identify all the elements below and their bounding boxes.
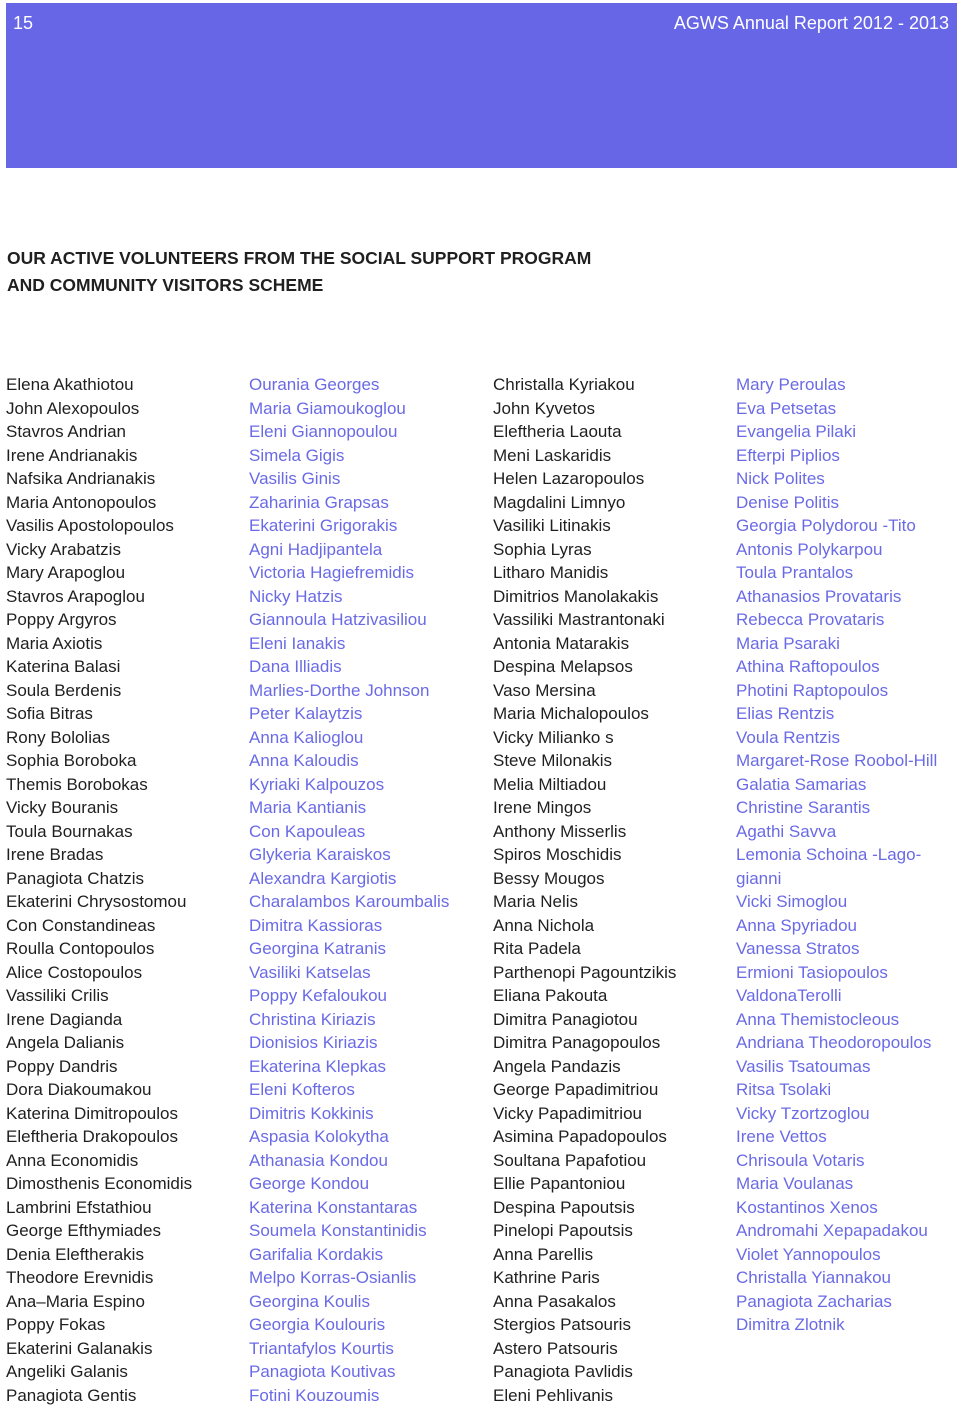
volunteer-name: Dimitra Panagiotou — [493, 1009, 638, 1029]
volunteer-name: Poppy Kefaloukou — [249, 986, 387, 1005]
section-heading — [7, 245, 807, 299]
volunteer-name: Mary Arapoglou — [6, 563, 126, 582]
volunteer-name: Ermioni Tasiopoulos — [736, 962, 888, 982]
volunteer-name: Galatia Samarias — [736, 774, 867, 794]
volunteer-name: Eleni Pehlivanis — [493, 1385, 614, 1405]
volunteer-name: Peter Kalaytzis — [249, 704, 363, 723]
volunteer-name: Eva Petsetas — [736, 398, 837, 418]
volunteer-name: Dora Diakoumakou — [6, 1080, 152, 1099]
volunteer-name: Lambrini Efstathiou — [6, 1197, 152, 1217]
volunteer-name: Toula Prantalos — [736, 563, 854, 582]
volunteer-name: Vicky Milianko s — [493, 727, 614, 747]
volunteer-name: Ekaterini Grigorakis — [249, 516, 398, 535]
volunteer-name: Athina Raftopoulos — [736, 657, 880, 676]
volunteer-name: Anna Pasakalos — [493, 1291, 616, 1311]
volunteer-name: Nafsika Andrianakis — [6, 469, 156, 488]
volunteer-name: Anna Spyriadou — [736, 915, 857, 935]
volunteer-name: George Papadimitriou — [493, 1080, 659, 1099]
volunteer-name: Rony Bololias — [6, 727, 110, 747]
volunteer-name: Con Kapouleas — [249, 821, 366, 841]
volunteer-name: Denise Politis — [736, 492, 839, 512]
page-number: 15 — [13, 13, 34, 33]
volunteer-name: Despina Papoutsis — [493, 1197, 635, 1217]
volunteer-name: Soula Berdenis — [6, 680, 122, 700]
volunteer-name: Dimitra Kassioras — [249, 915, 383, 935]
volunteer-name: Maria Kantianis — [249, 798, 367, 817]
volunteer-name: Sophia Lyras — [493, 539, 592, 559]
volunteer-name: Denia Eleftherakis — [6, 1244, 144, 1264]
volunteer-name: Melia Miltiadou — [493, 774, 607, 794]
volunteer-name: Maria Axiotis — [6, 633, 103, 653]
volunteer-name: Ekaterina Klepkas — [249, 1056, 387, 1076]
volunteer-name: Eleni Giannopoulou — [249, 422, 398, 441]
volunteer-name: Katerina Konstantaras — [249, 1197, 418, 1217]
volunteer-name: Irene Bradas — [6, 845, 104, 864]
volunteer-name: Kathrine Paris — [493, 1268, 600, 1287]
volunteer-name: Soumela Konstantinidis — [249, 1221, 427, 1240]
volunteer-name: Antonia Matarakis — [493, 633, 630, 653]
volunteer-name: Photini Raptopoulos — [736, 680, 889, 700]
volunteer-name: Christalla Yiannakou — [736, 1268, 891, 1287]
volunteer-name: Georgina Katranis — [249, 939, 387, 958]
volunteer-name: Athanasios Provataris — [736, 586, 902, 606]
volunteer-name: Rita Padela — [493, 939, 581, 958]
volunteer-column-4 — [736, 373, 937, 1337]
volunteer-name: Voula Rentzis — [736, 727, 840, 747]
volunteer-name: Glykeria Karaiskos — [249, 845, 391, 864]
volunteer-name: Anna Kaloudis — [249, 751, 359, 770]
volunteer-name: Irene Mingos — [493, 798, 592, 817]
volunteer-name: Dionisios Kiriazis — [249, 1033, 378, 1052]
volunteer-name: Vicky Arabatzis — [6, 539, 121, 559]
volunteer-name: Anna Parellis — [493, 1244, 594, 1264]
volunteer-name: Panagiota Pavlidis — [493, 1362, 633, 1381]
volunteer-name: Panagiota Koutivas — [249, 1362, 396, 1381]
volunteer-name: Chrisoula Votaris — [736, 1150, 865, 1170]
volunteer-name: Eleftheria Drakopoulos — [6, 1127, 178, 1146]
volunteer-name: Georgia Koulouris — [249, 1315, 386, 1334]
volunteer-name: Giannoula Hatzivasiliou — [249, 610, 427, 629]
volunteer-name: Vasilis Ginis — [249, 469, 341, 488]
volunteer-name: Triantafylos Kourtis — [249, 1338, 394, 1358]
volunteer-name: Con Constandineas — [6, 915, 156, 935]
volunteer-name: Ourania Georges — [249, 375, 380, 394]
volunteer-name: Mary Peroulas — [736, 375, 846, 394]
volunteer-name: Angela Pandazis — [493, 1056, 621, 1076]
volunteer-name: Ellie Papantoniou — [493, 1174, 626, 1193]
volunteer-name: Margaret-Rose Roobol-Hill — [736, 751, 938, 770]
volunteer-name: Vanessa Stratos — [736, 939, 860, 958]
volunteer-name: Aspasia Kolokytha — [249, 1127, 389, 1146]
volunteer-name: Dimitrios Manolakakis — [493, 586, 659, 606]
volunteer-name: Elena Akathiotou — [6, 375, 134, 394]
volunteer-name: Eleftheria Laouta — [493, 422, 622, 441]
volunteer-name: Poppy Fokas — [6, 1315, 106, 1334]
volunteer-name: Ekaterini Galanakis — [6, 1338, 153, 1358]
volunteer-name: Angeliki Galanis — [6, 1362, 128, 1381]
volunteer-name: Pinelopi Papoutsis — [493, 1221, 633, 1240]
volunteer-name: Vicki Simoglou — [736, 892, 848, 911]
volunteer-name: Elias Rentzis — [736, 704, 835, 723]
volunteer-name: ValdonaTerolli — [736, 986, 842, 1005]
volunteer-name: Maria Antonopoulos — [6, 492, 157, 512]
volunteer-name: Bessy Mougos — [493, 868, 605, 888]
volunteer-name: Athanasia Kondou — [249, 1150, 388, 1170]
volunteer-name: Vicky Tzortzoglou — [736, 1103, 870, 1123]
volunteer-name: Anna Kalioglou — [249, 727, 364, 747]
volunteer-name: Eliana Pakouta — [493, 986, 608, 1005]
volunteer-name: Kyriaki Kalpouzos — [249, 774, 385, 794]
volunteer-name: Irene Dagianda — [6, 1009, 123, 1029]
volunteer-name: Nick Polites — [736, 469, 825, 488]
volunteer-name: Irene Vettos — [736, 1127, 827, 1146]
volunteer-name: Andromahi Xepapadakou — [736, 1221, 928, 1240]
volunteer-name: Dimitris Kokkinis — [249, 1103, 374, 1123]
volunteer-name: George Kondou — [249, 1174, 370, 1193]
volunteer-name: Litharo Manidis — [493, 563, 609, 582]
volunteer-name: Vasiliki Katselas — [249, 962, 371, 982]
volunteer-name: Agni Hadjipantela — [249, 539, 383, 559]
volunteer-name: Vassiliki Mastrantonaki — [493, 610, 665, 629]
volunteer-name: John Kyvetos — [493, 398, 596, 418]
volunteer-name: Ana–Maria Espino — [6, 1291, 145, 1311]
volunteer-name: Dimosthenis Economidis — [6, 1174, 193, 1193]
volunteer-name: Anthony Misserlis — [493, 821, 627, 841]
volunteer-name: Anna Economidis — [6, 1150, 139, 1170]
volunteer-name: Maria Voulanas — [736, 1174, 854, 1193]
volunteer-name: Themis Borobokas — [6, 774, 148, 794]
volunteer-name: Ekaterini Chrysostomou — [6, 892, 187, 911]
volunteer-name: Efterpi Piplios — [736, 445, 840, 465]
volunteer-name: Charalambos Karoumbalis — [249, 892, 450, 911]
volunteer-name: Helen Lazaropoulos — [493, 469, 645, 488]
volunteer-name: Antonis Polykarpou — [736, 539, 883, 559]
volunteer-name: Katerina Dimitropoulos — [6, 1103, 178, 1123]
volunteer-name: Vicky Bouranis — [6, 798, 119, 817]
volunteer-name: Vasilis Tsatoumas — [736, 1056, 871, 1076]
volunteer-name: Lemonia Schoina -Lago- — [736, 845, 922, 864]
volunteer-name: Vasiliki Litinakis — [493, 516, 611, 535]
volunteer-name: Sophia Boroboka — [6, 751, 137, 770]
volunteer-name: Georgina Koulis — [249, 1291, 370, 1311]
volunteer-name: gianni — [736, 868, 782, 888]
volunteer-name: Kostantinos Xenos — [736, 1197, 878, 1217]
volunteer-name: Alice Costopoulos — [6, 962, 143, 982]
volunteer-name: Marlies-Dorthe Johnson — [249, 680, 430, 700]
volunteer-name: Victoria Hagiefremidis — [249, 563, 415, 582]
volunteer-name: Toula Bournakas — [6, 821, 133, 841]
volunteer-name: Vaso Mersina — [493, 680, 596, 700]
volunteer-name: Eleni Kofteros — [249, 1080, 355, 1099]
volunteer-name: Andriana Theodoropoulos — [736, 1033, 932, 1052]
volunteer-column-3 — [493, 373, 676, 1407]
volunteer-name: Garifalia Kordakis — [249, 1244, 384, 1264]
volunteer-name: Maria Psaraki — [736, 633, 840, 653]
report-title: AGWS Annual Report 2012 - 2013 — [673, 13, 949, 33]
volunteer-name: Irene Andrianakis — [6, 445, 138, 465]
volunteer-name: Meni Laskaridis — [493, 445, 612, 465]
volunteer-name: Maria Nelis — [493, 892, 579, 911]
volunteer-name: Dana Illiadis — [249, 657, 342, 676]
volunteer-name: Poppy Dandris — [6, 1056, 118, 1076]
volunteer-name: Soultana Papafotiou — [493, 1150, 647, 1170]
volunteer-name: Simela Gigis — [249, 445, 345, 465]
volunteer-name: Violet Yannopoulos — [736, 1244, 881, 1264]
volunteer-column-1 — [6, 373, 192, 1407]
volunteer-name: Asimina Papadopoulos — [493, 1127, 667, 1146]
volunteer-name: Maria Giamoukoglou — [249, 398, 406, 418]
volunteer-column-2 — [249, 373, 449, 1407]
volunteer-name: Fotini Kouzoumis — [249, 1385, 380, 1405]
volunteer-name: Angela Dalianis — [6, 1033, 125, 1052]
volunteer-name: Eleni Ianakis — [249, 633, 346, 653]
volunteer-name: Parthenopi Pagountzikis — [493, 962, 677, 982]
volunteer-name: Vicky Papadimitriou — [493, 1103, 642, 1123]
volunteer-name: Rebecca Provataris — [736, 610, 885, 629]
volunteer-name: Dimitra Zlotnik — [736, 1315, 845, 1334]
volunteer-name: Nicky Hatzis — [249, 586, 343, 606]
volunteer-name: Panagiota Gentis — [6, 1385, 137, 1405]
volunteer-name: George Efthymiades — [6, 1221, 161, 1240]
volunteer-name: Alexandra Kargiotis — [249, 868, 397, 888]
volunteer-name: Panagiota Zacharias — [736, 1291, 892, 1311]
volunteer-name: Zaharinia Grapsas — [249, 492, 389, 512]
volunteer-name: Ritsa Tsolaki — [736, 1080, 832, 1099]
volunteer-name: Stavros Arapoglou — [6, 586, 145, 606]
volunteer-name: Melpo Korras-Osianlis — [249, 1268, 417, 1287]
volunteer-name: Roulla Contopoulos — [6, 939, 155, 958]
volunteer-name: Christalla Kyriakou — [493, 375, 635, 394]
volunteer-name: Agathi Savva — [736, 821, 837, 841]
header-banner — [6, 3, 957, 168]
volunteer-name: Dimitra Panagopoulos — [493, 1033, 661, 1052]
volunteer-name: Stergios Patsouris — [493, 1315, 631, 1334]
volunteer-name: Stavros Andrian — [6, 422, 127, 441]
section-heading-line-1: OUR ACTIVE VOLUNTEERS FROM THE SOCIAL SUPPORT PROGRAM — [7, 248, 592, 268]
volunteer-name: Spiros Moschidis — [493, 845, 622, 864]
volunteer-name: Astero Patsouris — [493, 1338, 618, 1358]
volunteer-name: Despina Melapsos — [493, 657, 633, 676]
volunteer-name: Christine Sarantis — [736, 798, 871, 817]
volunteer-name: Georgia Polydorou -Tito — [736, 516, 916, 535]
volunteer-name: Magdalini Limnyo — [493, 492, 626, 512]
section-heading-line-2: AND COMMUNITY VISITORS SCHEME — [7, 275, 324, 295]
volunteer-name: Katerina Balasi — [6, 657, 121, 676]
volunteer-name: Panagiota Chatzis — [6, 868, 144, 888]
volunteer-name: Anna Themistocleous — [736, 1009, 900, 1029]
volunteer-name: Maria Michalopoulos — [493, 704, 649, 723]
volunteer-name: John Alexopoulos — [6, 398, 140, 418]
volunteer-name: Christina Kiriazis — [249, 1009, 376, 1029]
volunteer-name: Theodore Erevnidis — [6, 1268, 154, 1287]
volunteer-name: Poppy Argyros — [6, 610, 117, 629]
volunteer-name: Vasilis Apostolopoulos — [6, 516, 174, 535]
volunteer-name: Sofia Bitras — [6, 704, 93, 723]
volunteer-name: Anna Nichola — [493, 915, 595, 935]
volunteer-name: Vassiliki Crilis — [6, 986, 109, 1005]
volunteer-name: Steve Milonakis — [493, 751, 613, 770]
volunteer-name: Evangelia Pilaki — [736, 422, 857, 441]
